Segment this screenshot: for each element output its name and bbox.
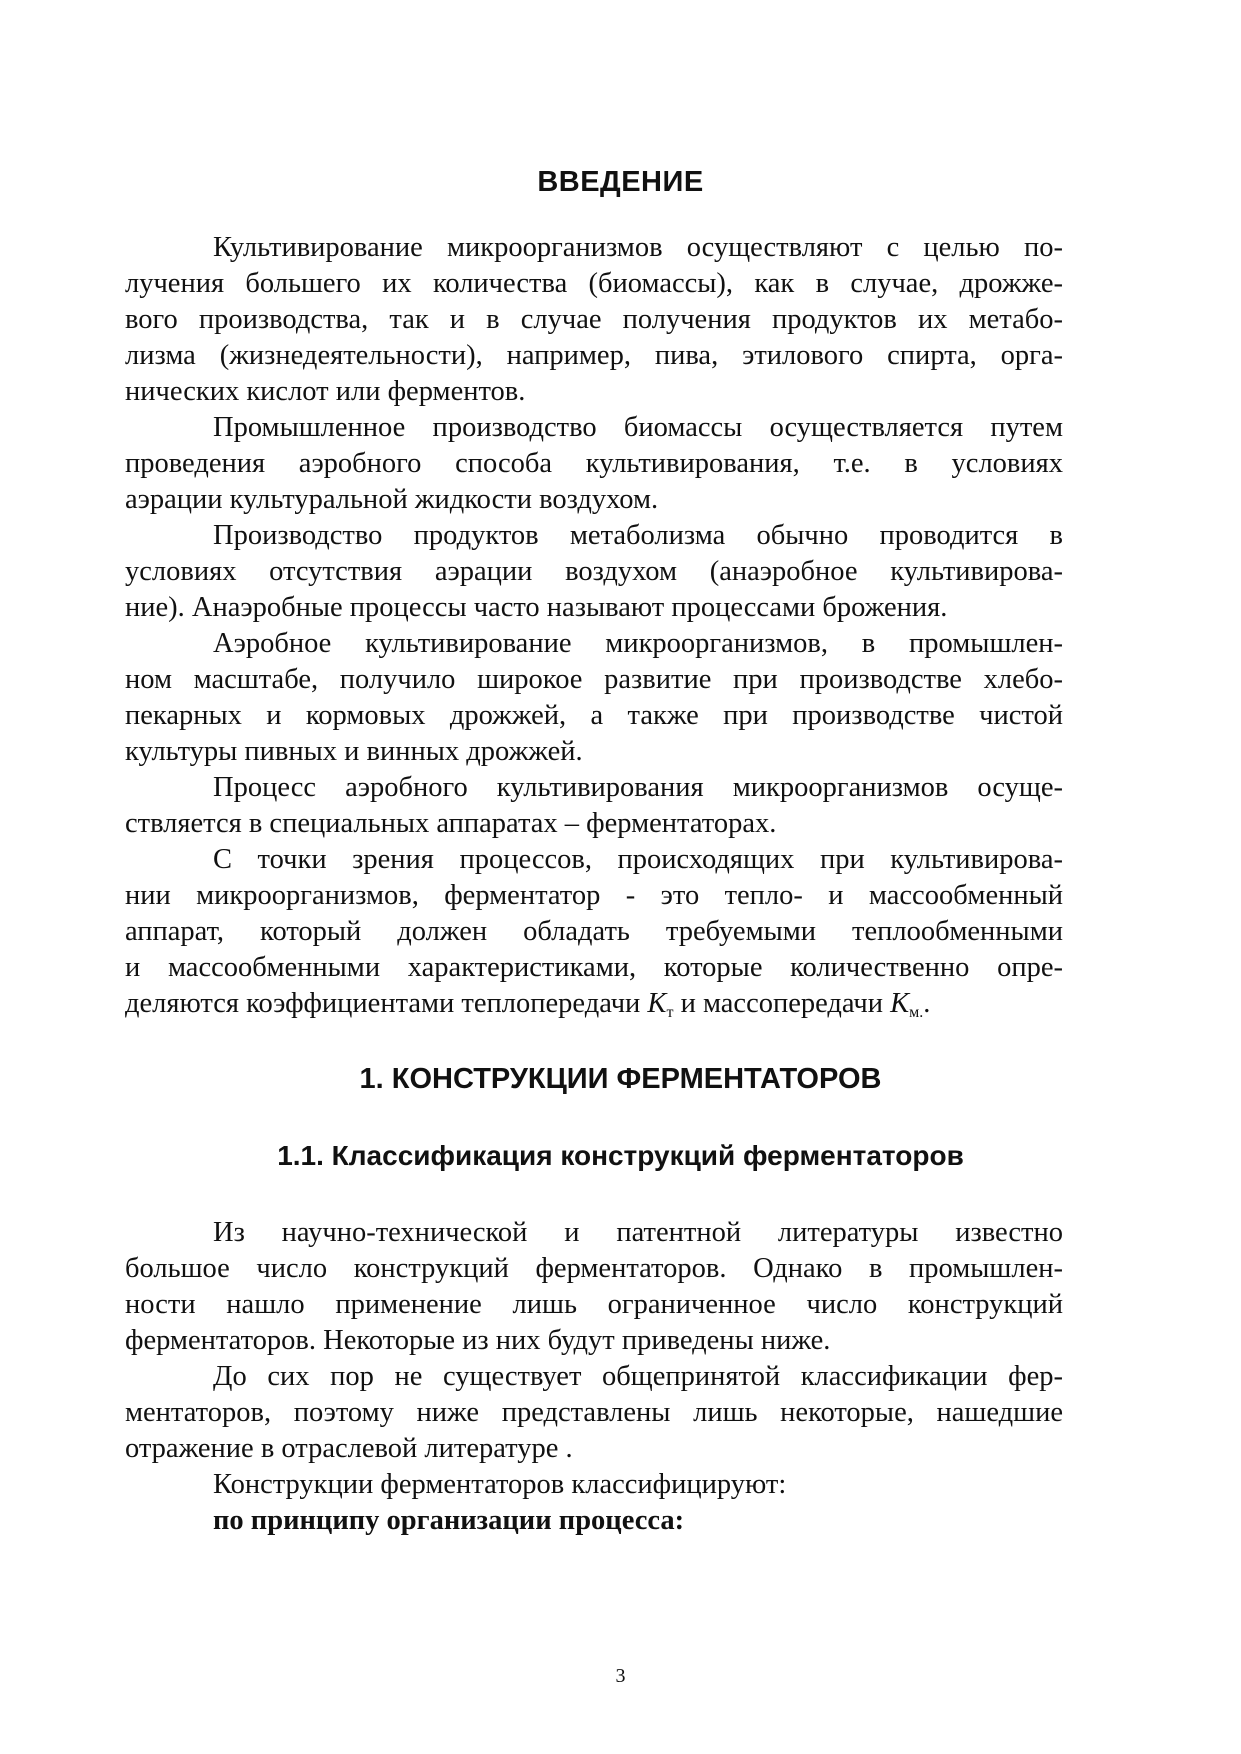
section-paragraph-4 [125, 1503, 1063, 1539]
text-fragment: и массопередачи [673, 988, 891, 1019]
mass-transfer-subscript: м. [909, 1004, 924, 1021]
intro-paragraph-4 [125, 626, 1063, 770]
text-line: ном масштабе, получило широкое развитие при производстве хлебо- [125, 664, 1063, 695]
text-line: ности нашло применение лишь ограниченное число конструкций [125, 1289, 1063, 1320]
text-line: ферментаторов. Некоторые из них будут приведены ниже. [125, 1325, 831, 1356]
text-line: отражение в отраслевой литературе . [125, 1433, 573, 1464]
heat-transfer-subscript: т [666, 1004, 674, 1021]
text-line: Промышленное производство биомассы осуществляется путем [213, 412, 1063, 443]
text-fragment: деляются коэффициентами теплопередачи [125, 988, 648, 1019]
text-line: Конструкции ферментаторов классифицируют: [213, 1469, 787, 1500]
text-line: вого производства, так и в случае получения продуктов их метабо- [125, 304, 1063, 335]
text-line: лизма (жизнедеятельности), например, пива, этилового спирта, орга- [125, 340, 1063, 371]
text-line: и массообменными характеристиками, которые количественно опре- [125, 952, 1063, 983]
text-line: До сих пор не существует общепринятой классификации фер- [213, 1361, 1063, 1392]
intro-paragraph-6 [125, 842, 1063, 1022]
text-line: аэрации культуральной жидкости воздухом. [125, 484, 659, 515]
text-line: условиях отсутствия аэрации воздухом (анаэробное культивирова- [125, 556, 1063, 587]
text-line: большое число конструкций ферментаторов. Однако в промышлен- [125, 1253, 1063, 1284]
text-line: аппарат, который должен обладать требуемыми теплообменными [125, 916, 1063, 947]
intro-paragraph-3 [125, 518, 1063, 626]
intro-paragraph-2 [125, 410, 1063, 518]
heading-chapter-1: 1. КОНСТРУКЦИИ ФЕРМЕНТАТОРОВ [359, 1063, 882, 1095]
mass-transfer-coefficient-symbol: K [890, 988, 910, 1019]
text-line: ствляется в специальных аппаратах – ферментаторах. [125, 808, 777, 839]
heading-introduction: ВВЕДЕНИЕ [537, 166, 704, 198]
intro-paragraph-1 [125, 230, 1063, 410]
text-line: проведения аэробного способа культивирования, т.е. в условиях [125, 448, 1063, 479]
text-line: ние). Анаэробные процессы часто называют процессами брожения. [125, 592, 948, 623]
intro-paragraph-5 [125, 770, 1063, 842]
text-fragment: . [923, 988, 931, 1019]
text-line: пекарных и кормовых дрожжей, а также при производстве чистой [125, 700, 1063, 731]
heading-section-1-1: 1.1. Классификация конструкций ферментаторов [277, 1140, 964, 1171]
text-line: нии микроорганизмов, ферментатор - это тепло- и массообменный [125, 880, 1063, 911]
heat-transfer-coefficient-symbol: K [647, 988, 667, 1019]
text-line: Культивирование микроорганизмов осуществляют с целью по- [213, 232, 1063, 263]
text-line: Аэробное культивирование микроорганизмов, в промышлен- [213, 628, 1063, 659]
page-number: 3 [615, 1665, 626, 1687]
text-line: С точки зрения процессов, происходящих при культивирова- [213, 844, 1063, 875]
text-line: культуры пивных и винных дрожжей. [125, 736, 583, 767]
text-line: нических кислот или ферментов. [125, 376, 526, 407]
text-line-with-formula [125, 986, 1063, 1022]
section-paragraph-1 [125, 1215, 1063, 1359]
section-paragraph-2 [125, 1359, 1063, 1467]
text-line: Из научно-технической и патентной литературы известно [213, 1217, 1063, 1248]
text-line: по принципу организации процесса: [213, 1505, 685, 1536]
text-line: Процесс аэробного культивирования микроорганизмов осуще- [213, 772, 1063, 803]
text-line: ментаторов, поэтому ниже представлены лишь некоторые, нашедшие [125, 1397, 1063, 1428]
text-line: лучения большего их количества (биомассы), как в случае, дрожже- [125, 268, 1063, 299]
section-paragraph-3 [125, 1467, 1063, 1503]
text-line: Производство продуктов метаболизма обычно проводится в [213, 520, 1063, 551]
